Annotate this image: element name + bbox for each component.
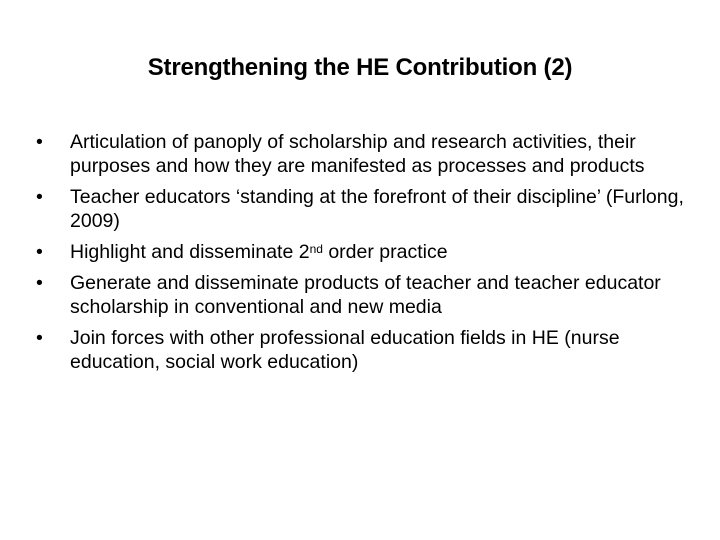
- bullet-item-generate: [36, 271, 686, 319]
- bullet-text: Teacher educators ‘standing at the forefront of their discipline’ (Furlong, 2009): [70, 186, 684, 232]
- bullet-text-before: Highlight and disseminate 2: [70, 241, 310, 263]
- bullet-text: Articulation of panoply of scholarship and research activities, their purposes and how they are manifested as processes and products: [70, 131, 645, 177]
- bullet-marker: •: [36, 131, 43, 153]
- bullet-marker: •: [36, 241, 43, 263]
- bullet-item-teacher-educators: [36, 185, 686, 233]
- bullet-superscript: nd: [309, 242, 323, 256]
- slide-title: Strengthening the HE Contribution (2): [147, 54, 573, 81]
- bullet-marker: •: [36, 272, 43, 294]
- bullet-text: Join forces with other professional education fields in HE (nurse education, social work education): [70, 327, 620, 373]
- bullet-marker: •: [36, 186, 43, 208]
- bullet-text-after: order practice: [322, 241, 448, 263]
- bullet-list: [36, 130, 686, 381]
- bullet-item-highlight: [36, 240, 686, 264]
- bullet-marker: •: [36, 327, 43, 349]
- bullet-item-join-forces: [36, 326, 686, 374]
- bullet-item-articulation: [36, 130, 686, 178]
- bullet-text: Generate and disseminate products of teacher and teacher educator scholarship in conventional and new media: [70, 272, 661, 318]
